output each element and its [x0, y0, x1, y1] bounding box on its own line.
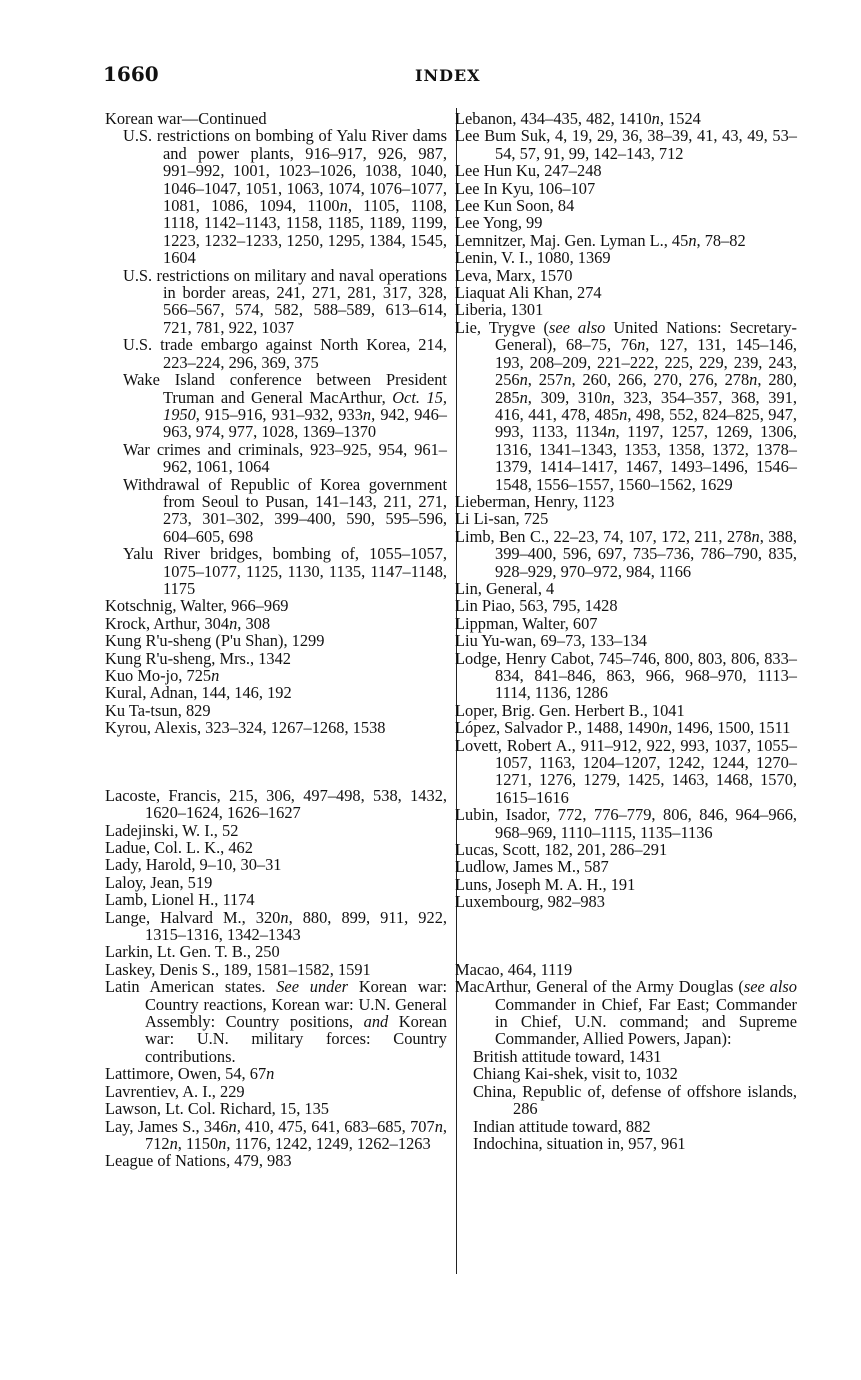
section-gap	[455, 927, 797, 944]
section-gap	[105, 753, 447, 770]
index-entry: Lee Bum Suk, 4, 19, 29, 36, 38–39, 41, 43, 49, 53–54, 57, 91, 99, 142–143, 712	[455, 126, 797, 163]
index-subentry: China, Republic of, defense of offshore islands, 286	[473, 1081, 797, 1119]
index-entry: Kural, Adnan, 144, 146, 192	[105, 683, 292, 703]
index-entry: Lubin, Isador, 772, 776–779, 806, 846, 964–966, 968–969, 1110–1115, 1135–1136	[455, 805, 797, 842]
index-subentry: British attitude toward, 1431	[473, 1046, 662, 1066]
index-entry: Laloy, Jean, 519	[105, 872, 213, 892]
index-entry: Luns, Joseph M. A. H., 191	[455, 874, 636, 894]
index-entry: Larkin, Lt. Gen. T. B., 250	[105, 942, 280, 962]
left-index-column	[105, 110, 447, 1170]
index-entry: Lucas, Scott, 182, 201, 286–291	[455, 840, 668, 860]
index-entry: Lady, Harold, 9–10, 30–31	[105, 855, 282, 875]
index-subentry: U.S. restrictions on military and naval operations in border areas, 241, 271, 281, 317, 328, 566–567, 574, 582, 588–589, 613–614, 721, 781, 922, 1037	[123, 265, 448, 337]
index-subentry: War crimes and criminals, 923–925, 954, 961–962, 1061, 1064	[123, 439, 447, 477]
index-entry: Lee In Kyu, 106–107	[455, 178, 596, 198]
index-entry: Lieberman, Henry, 1123	[455, 491, 615, 511]
index-entry: Ludlow, James M., 587	[455, 857, 609, 877]
page-number: 1660	[103, 62, 159, 86]
index-entry: Laskey, Denis S., 189, 1581–1582, 1591	[105, 959, 371, 979]
index-entry: Lange, Halvard M., 320n, 880, 899, 911, 922, 1315–1316, 1342–1343	[105, 907, 447, 945]
index-subentry: Yalu River bridges, bombing of, 1055–1057, 1075–1077, 1125, 1130, 1135, 1147–1148, 1175	[123, 544, 447, 598]
index-entry: Lie, Trygve (see also United Nations: Secretary-General), 68–75, 76n, 127, 131, 145–146, 193, 208–209, 221–222, 225, 229, 239, 243, 256n, 257n, 260, 266, 270, 276, 278n, 280, 285n, 309, 310n, 323, 354–357, 368, 391, 416, 441, 478, 485n, 498, 552, 824–825, 947, 993, 1133, 1134n, 1197, 1257, 1269, 1306, 1316, 1341–1343, 1353, 1358, 1372, 1378–1379, 1414–1417, 1467, 1493–1496, 1546–1548, 1556–1557, 1560–1562, 1629	[455, 317, 797, 494]
index-entry: Leva, Marx, 1570	[455, 265, 573, 285]
index-subentry: U.S. trade embargo against North Korea, 214, 223–224, 296, 369, 375	[123, 335, 447, 372]
index-entry: Lee Kun Soon, 84	[455, 196, 575, 216]
index-entry: Lenin, V. I., 1080, 1369	[455, 248, 611, 268]
index-entry: Kung R'u-sheng (P'u Shan), 1299	[105, 631, 325, 651]
index-entry: Lodge, Henry Cabot, 745–746, 800, 803, 806, 833–834, 841–846, 863, 966, 968–970, 1113–1114, 1136, 1286	[455, 648, 797, 703]
index-entry: League of Nations, 479, 983	[105, 1151, 292, 1171]
index-entry: Liberia, 1301	[455, 300, 544, 320]
index-entry: Li Li-san, 725	[455, 509, 549, 529]
index-entry: Lee Hun Ku, 247–248	[455, 161, 602, 181]
index-entry: Ku Ta-tsun, 829	[105, 700, 211, 720]
index-entry: Liaquat Ali Khan, 274	[455, 283, 602, 303]
index-entry: Ladejinski, W. I., 52	[105, 820, 239, 840]
index-entry: Lee Yong, 99	[455, 213, 543, 233]
index-entry: Lippman, Walter, 607	[455, 613, 598, 633]
index-entry: Kyrou, Alexis, 323–324, 1267–1268, 1538	[105, 718, 386, 738]
index-entry: Lacoste, Francis, 215, 306, 497–498, 538, 1432, 1620–1624, 1626–1627	[105, 785, 447, 823]
index-subentry: Indian attitude toward, 882	[473, 1116, 651, 1136]
index-entry: Lay, James S., 346n, 410, 475, 641, 683–685, 707n, 712n, 1150n, 1176, 1242, 1249, 1262–1263	[105, 1116, 448, 1153]
index-entry: Lebanon, 434–435, 482, 1410n, 1524	[455, 109, 701, 128]
right-index-column	[455, 110, 797, 1152]
index-entry: Kung R'u-sheng, Mrs., 1342	[105, 648, 291, 668]
index-entry: Latin American states. See under Korean war: Country reactions, Korean war: U.N. General Assembly: Country positions, and Korean war: U.N. military forces: Country contributions.	[105, 977, 447, 1066]
index-entry: Krock, Arthur, 304n, 308	[105, 613, 271, 633]
index-entry: Kuo Mo-jo, 725n	[105, 666, 220, 685]
index-entry: Lawson, Lt. Col. Richard, 15, 135	[105, 1099, 329, 1119]
index-subentry: Indochina, situation in, 957, 961	[473, 1133, 686, 1153]
index-subentry: Chiang Kai-shek, visit to, 1032	[473, 1064, 678, 1084]
index-entry: Kotschnig, Walter, 966–969	[105, 596, 289, 616]
index-subentry: Withdrawal of Republic of Korea government from Seoul to Pusan, 141–143, 211, 271, 273, 301–302, 399–400, 590, 595–596, 604–605, 698	[123, 474, 447, 546]
index-subentry: Wake Island conference between President Truman and General MacArthur, Oct. 15, 1950, 915–916, 931–932, 933n, 942, 946–963, 974, 977, 1028, 1369–1370	[123, 370, 448, 442]
index-entry: Macao, 464, 1119	[455, 959, 573, 979]
running-head: INDEX	[415, 66, 481, 85]
index-entry: Lin Piao, 563, 795, 1428	[455, 596, 618, 616]
index-entry: Luxembourg, 982–983	[455, 892, 605, 912]
index-entry: Lin, General, 4	[455, 578, 555, 598]
index-entry: MacArthur, General of the Army Douglas (see also Commander in Chief, Far East; Commander in Chief, U.N. command; and Supreme Commander, Allied Powers, Japan):	[455, 977, 797, 1049]
index-entry: Korean war—Continued	[105, 109, 267, 128]
index-entry: Lamb, Lionel H., 1174	[105, 890, 255, 910]
index-entry: Lemnitzer, Maj. Gen. Lyman L., 45n, 78–82	[455, 230, 746, 250]
index-entry: Liu Yu-wan, 69–73, 133–134	[455, 631, 647, 651]
index-subentry: U.S. restrictions on bombing of Yalu River dams and power plants, 916–917, 926, 987, 991–992, 1001, 1023–1026, 1038, 1040, 1046–1047, 1051, 1063, 1074, 1076–1077, 1081, 1086, 1094, 1100n, 1105, 1108, 1118, 1142–1143, 1158, 1185, 1189, 1199, 1223, 1232–1233, 1250, 1295, 1384, 1545, 1604	[123, 126, 447, 268]
index-entry: Loper, Brig. Gen. Herbert B., 1041	[455, 700, 685, 720]
index-entry: Lavrentiev, A. I., 229	[105, 1081, 245, 1101]
index-entry: Lattimore, Owen, 54, 67n	[105, 1064, 275, 1084]
index-entry: Lovett, Robert A., 911–912, 922, 993, 1037, 1055–1057, 1163, 1204–1207, 1242, 1244, 1270–1271, 1276, 1279, 1425, 1463, 1468, 1570, 1615–1616	[455, 735, 797, 807]
index-entry: Ladue, Col. L. K., 462	[105, 838, 253, 858]
index-entry: López, Salvador P., 1488, 1490n, 1496, 1500, 1511	[455, 718, 791, 738]
index-entry: Limb, Ben C., 22–23, 74, 107, 172, 211, 278n, 388, 399–400, 596, 697, 735–736, 786–790, 835, 928–929, 970–972, 984, 1166	[455, 526, 797, 581]
